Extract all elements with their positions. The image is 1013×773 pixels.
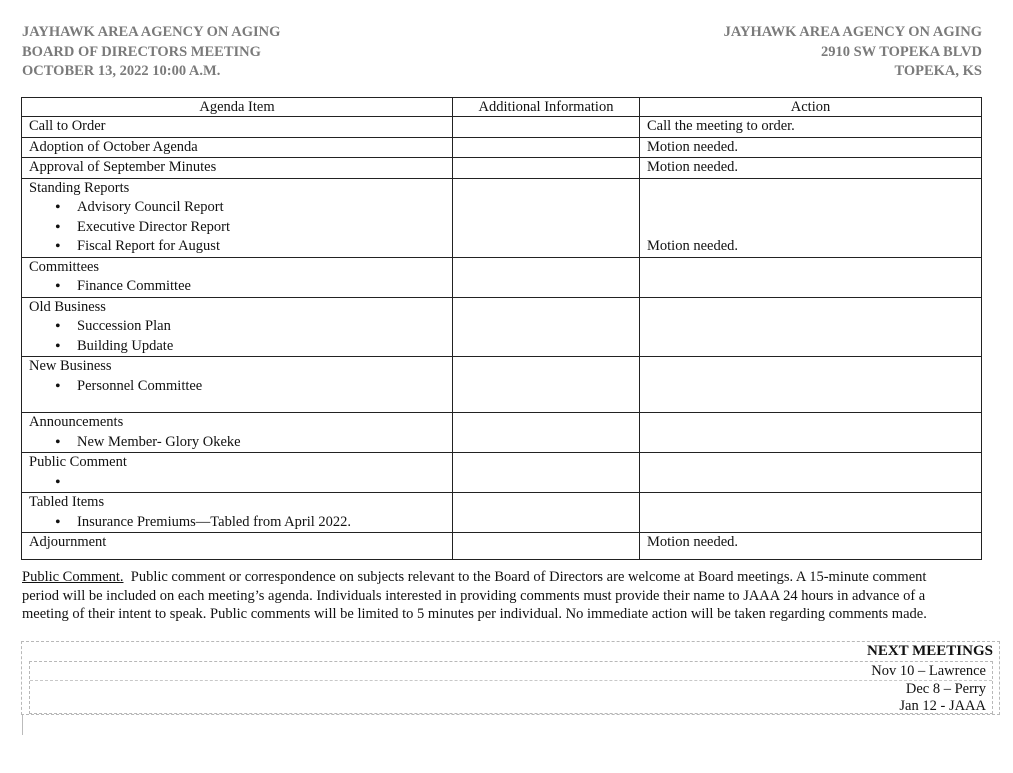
agenda-item-title: New Business <box>29 358 112 374</box>
next-meetings-box <box>21 641 1000 715</box>
info-cell <box>453 493 640 533</box>
table-row <box>22 178 982 257</box>
org-name-right: JAYHAWK AREA AGENCY ON AGING <box>723 24 982 40</box>
agenda-item-cell <box>22 453 453 493</box>
table-row <box>22 453 982 493</box>
agenda-item-cell <box>22 533 453 560</box>
list-item: • Personnel Committee <box>29 377 445 397</box>
table-row <box>22 257 982 297</box>
list-item: • Executive Director Report <box>29 218 445 238</box>
meeting-date-item: Nov 10 – Lawrence <box>871 663 986 679</box>
list-item: • New Member- Glory Okeke <box>29 433 445 453</box>
agenda-item-title: Standing Reports <box>29 179 130 196</box>
public-comment-label: Public Comment. <box>22 569 124 585</box>
list-item: • Advisory Council Report <box>29 198 445 218</box>
table-row <box>22 493 982 533</box>
header-left <box>22 23 280 82</box>
text-cursor <box>22 715 23 735</box>
agenda-item-cell <box>22 493 453 533</box>
action-cell <box>640 357 982 413</box>
list-item: • Insurance Premiums—Tabled from April 2022. <box>29 513 445 533</box>
column-header-additional-info: Additional Information <box>453 98 640 117</box>
action-cell <box>640 297 982 357</box>
meeting-date-item: Dec 8 – Perry <box>905 681 986 697</box>
action-cell <box>640 493 982 533</box>
public-comment-text: Public comment or correspondence on subjects relevant to the Board of Directors are welcome at Board meetings. A 15-minute comment period will be included on each meeting’s agenda. Individuals interested in providing comments must provide their name to JAAA 24 hours in advance of a meeting of their intent to speak. Public comments will be limited to 5 minutes per individual. No immediate action will be taken regarding comments made. <box>22 569 927 622</box>
divider <box>30 680 992 681</box>
action-cell <box>640 453 982 493</box>
info-cell <box>453 178 640 257</box>
agenda-item-title: Adjournment <box>29 534 107 550</box>
list-item: • Succession Plan <box>29 317 445 337</box>
agenda-item-cell <box>22 117 453 138</box>
agenda-item-cell <box>22 357 453 413</box>
next-meetings-list <box>29 661 993 714</box>
agenda-item-title: Call to Order <box>29 118 106 134</box>
info-cell <box>453 137 640 158</box>
org-name: JAYHAWK AREA AGENCY ON AGING <box>22 24 281 40</box>
meeting-title: BOARD OF DIRECTORS MEETING <box>22 43 261 60</box>
info-cell <box>453 158 640 179</box>
table-row <box>22 533 982 560</box>
agenda-item-title: Public Comment <box>29 454 127 470</box>
sub-item-list <box>29 198 445 257</box>
agenda-item-cell <box>22 413 453 453</box>
info-cell <box>453 453 640 493</box>
agenda-item-title: Announcements <box>29 414 124 430</box>
agenda-item-title: Approval of September Minutes <box>29 159 217 175</box>
sub-item-list <box>29 433 445 453</box>
action-cell: Motion needed. <box>640 178 982 257</box>
list-item <box>29 473 445 493</box>
info-cell <box>453 413 640 453</box>
meeting-date: OCTOBER 13, 2022 10:00 A.M. <box>22 63 221 79</box>
address-city: TOPEKA, KS <box>894 63 982 79</box>
table-row <box>22 158 982 179</box>
table-row <box>22 297 982 357</box>
action-cell: Motion needed. <box>640 158 982 179</box>
agenda-item-cell <box>22 158 453 179</box>
table-row <box>22 117 982 138</box>
list-item: • Building Update <box>29 337 445 357</box>
info-cell <box>453 357 640 413</box>
header-right <box>724 23 982 82</box>
sub-item-list <box>29 473 445 493</box>
agenda-item-cell <box>22 257 453 297</box>
table-header-row <box>22 98 982 117</box>
info-cell <box>453 117 640 138</box>
sub-item-list <box>29 513 445 533</box>
sub-item-list <box>29 277 445 297</box>
agenda-rows <box>22 117 982 560</box>
list-item: • Fiscal Report for August <box>29 237 445 257</box>
sub-item-list <box>29 317 445 356</box>
action-cell: Motion needed. <box>640 137 982 158</box>
table-row <box>22 137 982 158</box>
agenda-item-cell <box>22 178 453 257</box>
column-header-action: Action <box>640 98 982 117</box>
agenda-item-title: Tabled Items <box>29 494 105 510</box>
address-street: 2910 SW TOPEKA BLVD <box>820 43 982 60</box>
action-cell <box>640 257 982 297</box>
agenda-item-title: Committees <box>29 258 100 275</box>
agenda-item-title: Adoption of October Agenda <box>29 138 198 155</box>
next-meetings-title: NEXT MEETINGS <box>866 643 993 659</box>
action-cell <box>640 413 982 453</box>
table-row <box>22 357 982 413</box>
public-comment-notice <box>22 568 962 624</box>
table-row <box>22 413 982 453</box>
sub-item-list <box>29 377 445 397</box>
action-cell: Motion needed. <box>640 533 982 560</box>
agenda-item-title: Old Business <box>29 298 106 315</box>
info-cell <box>453 297 640 357</box>
agenda-table <box>21 97 982 560</box>
info-cell <box>453 533 640 560</box>
list-item: • Finance Committee <box>29 277 445 297</box>
agenda-item-cell <box>22 297 453 357</box>
column-header-agenda-item: Agenda Item <box>22 98 453 117</box>
agenda-item-cell <box>22 137 453 158</box>
meeting-date-item: Jan 12 - JAAA <box>899 698 986 714</box>
action-cell: Call the meeting to order. <box>640 117 982 138</box>
info-cell <box>453 257 640 297</box>
